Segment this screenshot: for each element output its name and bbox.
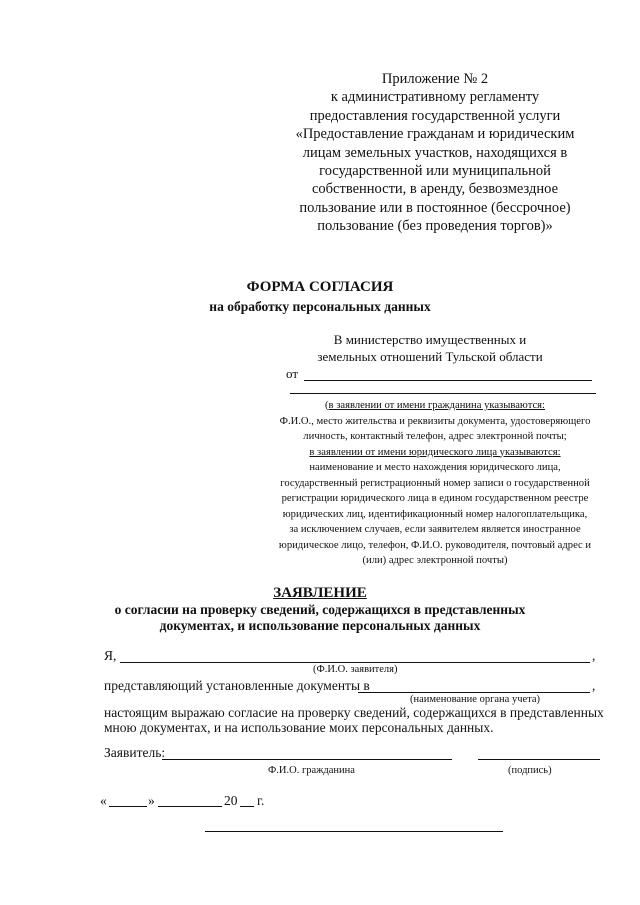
appendix-line: Приложение № 2 (381, 71, 489, 87)
applicant-name-field[interactable] (120, 662, 590, 663)
citizen-heading: (в заявлении от имени гражданина указываются: (325, 400, 545, 411)
organ-caption: (наименование органа учета) (410, 694, 541, 705)
statement-subtitle: о согласии на проверку сведений, содержащихся в представленных (114, 602, 526, 617)
appendix-line: к административному регламенту (330, 89, 540, 106)
appendix-line: предоставления государственной услуги (309, 107, 561, 124)
instruction-line: за исключением случаев, если заявителем является иностранное (289, 524, 581, 535)
citizen-caption: Ф.И.О. гражданина (268, 765, 355, 776)
presenting-label: представляющий установленные документы в (104, 678, 370, 693)
date-year-prefix: 20 (224, 793, 238, 808)
appendix-line: «Предоставление гражданам и юридическим (295, 126, 575, 143)
bottom-separator (205, 831, 503, 832)
date-close-quote: » (148, 793, 155, 808)
from-field-line-2[interactable] (290, 393, 596, 394)
instruction-line: регистрации юридического лица в едином государственном реестре (281, 493, 589, 504)
date-year-field[interactable] (240, 806, 254, 807)
date-month-field[interactable] (158, 806, 222, 807)
comma: , (592, 648, 596, 663)
date-open-quote: « (100, 793, 107, 808)
addressee-block (300, 331, 560, 365)
form-title (0, 278, 640, 316)
instructions-block (270, 398, 600, 569)
appendix-block (270, 70, 600, 236)
consent-line-1: настоящим выражаю согласие на проверку сведений, содержащихся в представленных (104, 705, 604, 720)
instruction-line: (или) адрес электронной почты) (362, 555, 508, 566)
i-label: Я, (104, 648, 117, 663)
citizen-heading-text: в заявлении от имени гражданина указываются: (328, 400, 545, 411)
applicant-label: Заявитель: (104, 745, 166, 760)
fio-caption: (Ф.И.О. заявителя) (313, 664, 398, 675)
form-title-sub: на обработку персональных данных (209, 299, 431, 314)
instruction-line: юридических лиц, идентификационный номер налогоплательщика, (282, 508, 588, 520)
statement-title: ЗАЯВЛЕНИЕ (273, 585, 367, 601)
from-row (286, 366, 596, 382)
from-label: от (286, 366, 299, 381)
signature-caption: (подпись) (508, 765, 552, 776)
organ-name-field[interactable] (358, 692, 590, 693)
instruction-line: государственный регистрационный номер записи о государственной (280, 477, 590, 489)
form-title-main: ФОРМА СОГЛАСИЯ (246, 279, 394, 295)
appendix-line: собственности, в аренду, безвозмездное (311, 181, 559, 198)
date-year-suffix: г. (257, 793, 265, 808)
date-day-field[interactable] (109, 806, 147, 807)
instruction-line: наименование и место нахождения юридического лица, (309, 462, 561, 473)
addressee-line: В министерство имущественных и (333, 332, 527, 347)
citizen-name-field[interactable] (162, 759, 452, 760)
statement-title-block (0, 585, 640, 634)
comma: , (592, 678, 596, 693)
consent-line-2: мною документах, и на использование моих персональных данных. (104, 720, 494, 735)
appendix-line: пользование (без проведения торгов)» (317, 218, 553, 235)
appendix-line: пользование или в постоянное (бессрочное) (299, 199, 571, 216)
appendix-line: государственной или муниципальной (319, 163, 551, 180)
legal-heading: в заявлении от имени юридического лица указываются: (309, 446, 561, 458)
instruction-line: Ф.И.О., место жительства и реквизиты документа, удостоверяющего (279, 415, 591, 427)
signature-field[interactable] (478, 759, 600, 760)
from-field-line-1[interactable] (304, 380, 592, 381)
statement-subtitle: документах, и использование персональных данных (159, 618, 481, 633)
addressee-line: земельных отношений Тульской области (317, 349, 543, 364)
appendix-line: лицам земельных участков, находящихся в (302, 144, 568, 161)
instruction-line: юридическое лицо, телефон, Ф.И.О. руководителя, почтовый адрес и (278, 539, 592, 551)
instruction-line: личность, контактный телефон, адрес электронной почты; (303, 431, 567, 442)
